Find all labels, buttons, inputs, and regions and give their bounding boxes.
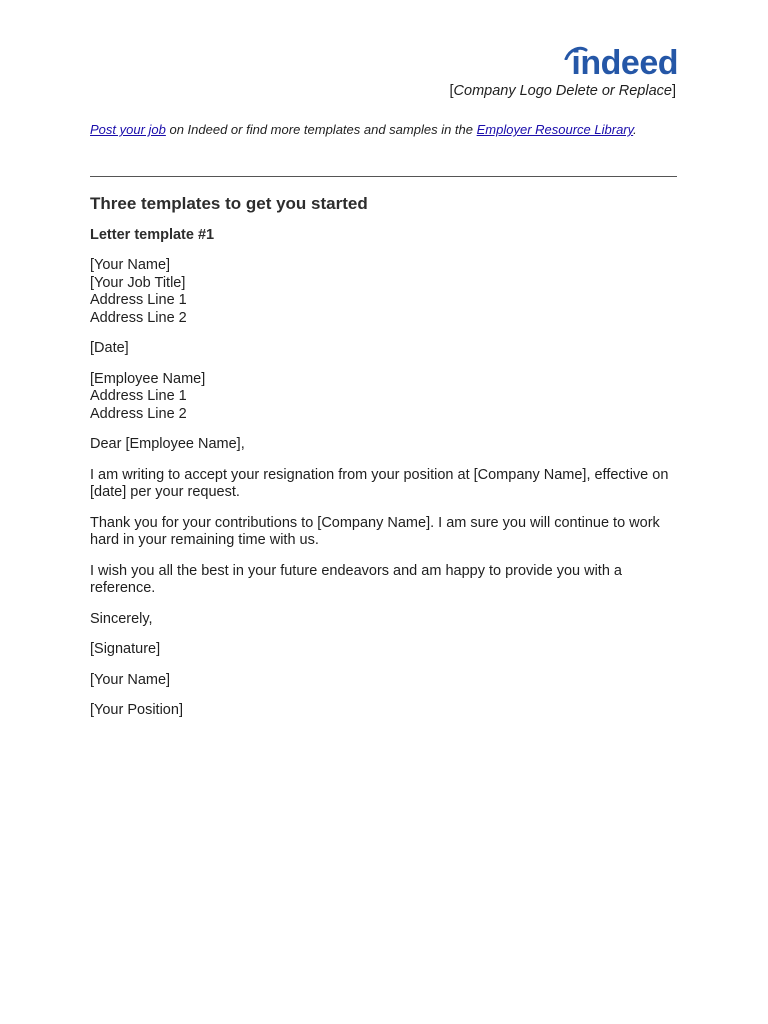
- body-paragraph-1: I am writing to accept your resignation from your position at [Company Name], effective on [date] per your request.: [90, 466, 669, 500]
- post-job-link[interactable]: Post your job: [90, 122, 166, 137]
- sender-address-line-1: Address Line 1: [90, 292, 187, 308]
- your-position-placeholder: [Your Position]: [90, 702, 183, 718]
- body-paragraph-3: I wish you all the best in your future endeavors and am happy to provide you with a reference.: [90, 562, 622, 596]
- recipient-name: [Employee Name]: [90, 370, 206, 387]
- sender-address-block: [90, 257, 680, 327]
- template-subheading: Letter template #1: [90, 227, 215, 243]
- intro-line: [90, 122, 637, 138]
- employer-resource-library-link[interactable]: Employer Resource Library: [476, 122, 634, 137]
- divider: [90, 176, 677, 177]
- letter-content: [90, 194, 680, 720]
- logo-caption: [450, 82, 677, 100]
- body-paragraph-2: Thank you for your contributions to [Company Name]. I am sure you will continue to work hard in your remaining time with us.: [90, 514, 660, 548]
- recipient-address-line-1: Address Line 1: [90, 388, 187, 404]
- caption-open-bracket: [: [449, 83, 454, 99]
- intro-middle-text: on Indeed or find more templates and samples in the: [165, 122, 477, 137]
- sender-name: [Your Name]: [90, 257, 171, 273]
- indeed-logo: [560, 44, 678, 82]
- logo-wordmark: indeed: [571, 44, 678, 82]
- intro-end-text: .: [633, 122, 637, 137]
- caption-text: Company Logo Delete or Replace: [453, 83, 672, 99]
- date-line: [Date]: [90, 340, 129, 356]
- your-name-placeholder: [Your Name]: [90, 671, 171, 688]
- sender-address-line-2: Address Line 2: [90, 309, 187, 326]
- signature-placeholder: [Signature]: [90, 641, 161, 657]
- closing: Sincerely,: [90, 610, 153, 627]
- page-title: Three templates to get you started: [90, 194, 368, 213]
- recipient-address-line-2: Address Line 2: [90, 405, 187, 422]
- sender-job-title: [Your Job Title]: [90, 274, 186, 291]
- caption-close-bracket: ]: [671, 83, 676, 99]
- salutation: Dear [Employee Name],: [90, 436, 245, 452]
- recipient-address-block: [90, 371, 680, 424]
